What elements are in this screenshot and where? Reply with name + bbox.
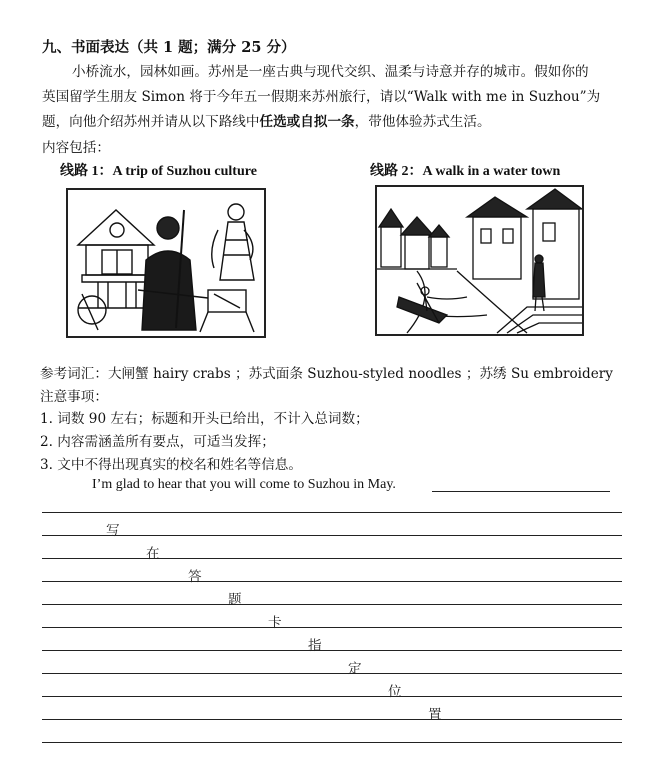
- note-item-2: 2. 内容需涵盖所有要点，可适当发挥；: [40, 434, 275, 450]
- route-2-heading: [370, 160, 560, 180]
- writing-line: [42, 604, 622, 605]
- woman-walking: [533, 255, 545, 311]
- task-description: [42, 60, 632, 135]
- description-line-3: [42, 110, 632, 135]
- writing-line: [42, 696, 622, 697]
- bold-requirement: 任选或自拟一条: [259, 114, 355, 130]
- watermark-char: 写: [106, 523, 120, 539]
- opera-singer: [212, 204, 254, 280]
- writing-line: [42, 581, 622, 582]
- canal: [407, 271, 527, 333]
- watermark-char: 在: [146, 546, 160, 562]
- section-title: 九、书面表达（共 1 题；满分 25 分）: [42, 39, 296, 56]
- writing-line: [42, 535, 622, 536]
- includes-label: 内容包括：: [42, 140, 110, 156]
- left-houses: [377, 209, 457, 269]
- writing-line: [42, 512, 622, 513]
- route-1-label: 线路 1：: [60, 164, 113, 179]
- route-1-name: A trip of Suzhou culture: [112, 164, 257, 179]
- opening-blank-line: [432, 491, 610, 492]
- route-2-name: A walk in a water town: [422, 164, 561, 179]
- reference-vocabulary: 参考词汇：大闸蟹 hairy crabs ；苏式面条 Suzhou-styled noodles ；苏绣 Su embroidery: [40, 366, 613, 382]
- writing-line: [42, 650, 622, 651]
- watermark-char: 定: [348, 661, 362, 677]
- water-town-illustration: [375, 185, 584, 336]
- writing-line: [42, 558, 622, 559]
- writing-line: [42, 673, 622, 674]
- description-line-1: 小桥流水，园林如画。苏州是一座古典与现代交织、温柔与诗意并存的城市。假如你的: [72, 64, 589, 80]
- route-1-heading: [60, 160, 257, 180]
- suzhou-culture-illustration: [66, 188, 266, 338]
- boat: [397, 283, 447, 323]
- description-line-3-end: ，带他体验苏式生活。: [354, 114, 491, 130]
- writing-line: [42, 719, 622, 720]
- watermark-char: 置: [428, 707, 442, 723]
- erhu-player: [138, 210, 208, 330]
- right-houses: [467, 189, 582, 299]
- writing-line: [42, 627, 622, 628]
- watermark-char: 答: [188, 569, 202, 585]
- watermark-char: 题: [228, 592, 242, 608]
- steps: [497, 307, 582, 333]
- note-item-1: 1. 词数 90 左右；标题和开头已给出，不计入总词数；: [40, 411, 369, 427]
- notes-title: 注意事项：: [40, 389, 108, 405]
- writing-line: [42, 742, 622, 743]
- description-line-2: 英国留学生朋友 Simon 将于今年五一假期来苏州旅行，请以“Walk with me in Suzhou”为: [42, 89, 601, 105]
- note-item-3: 3. 文中不得出现真实的校名和姓名等信息。: [40, 457, 302, 473]
- watermark-char: 位: [388, 684, 402, 700]
- route-2-label: 线路 2：: [370, 164, 423, 179]
- watermark-char: 指: [308, 638, 322, 654]
- description-line-3-start: 题，向他介绍苏州并请从以下路线中: [42, 114, 260, 130]
- opening-sentence: I’m glad to hear that you will come to Suzhou in May.: [92, 477, 396, 492]
- watermark-char: 卡: [268, 615, 282, 631]
